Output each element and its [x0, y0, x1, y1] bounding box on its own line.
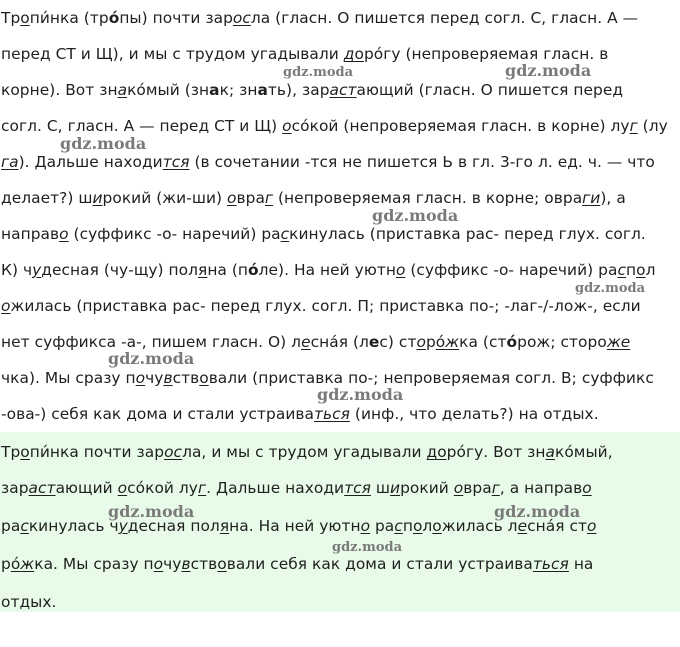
marked-letters: о [587, 517, 597, 535]
text-run: п [402, 517, 413, 535]
text-line [1, 592, 56, 612]
watermark: gdz.moda [283, 65, 354, 80]
text-run: жилась л [441, 517, 518, 535]
marked-letters: о [59, 225, 69, 243]
text-run: , а направ [499, 479, 583, 497]
text-line [1, 8, 638, 28]
marked-letters: о́ [506, 333, 518, 351]
text-run: (суффикс -о- наречий) ра [405, 261, 618, 279]
marked-letters: аст [329, 81, 357, 99]
text-run: рокий [400, 479, 454, 497]
marked-letters: о [636, 261, 646, 279]
marked-letters: г [264, 189, 274, 207]
marked-letters: и [92, 189, 103, 207]
marked-letters: же [606, 333, 631, 351]
watermark: gdz.moda [372, 206, 459, 225]
watermark: gdz.moda [108, 349, 195, 368]
marked-letters: у [32, 261, 42, 279]
text-run: сна́я ст [527, 517, 587, 535]
text-run: ла, и мы с трудом угадывали [182, 443, 427, 461]
text-run: ро́гу. Вот зн [446, 443, 546, 461]
text-run: корне). Вот зн [1, 81, 118, 99]
marked-letters: г [629, 117, 638, 135]
marked-letters: о [135, 369, 146, 387]
text-run: Тр [1, 443, 21, 461]
marked-letters: тся [344, 479, 371, 497]
marked-letters: а [209, 81, 220, 99]
watermark: gdz.moda [494, 502, 581, 521]
marked-letters: ться [532, 555, 569, 573]
marked-letters: в [163, 369, 173, 387]
marked-letters: е [301, 333, 311, 351]
text-line [1, 368, 654, 388]
text-run: кинулась (приставка рас- перед глух. согл. [289, 225, 646, 243]
marked-letters: е [368, 333, 380, 351]
marked-letters: о [153, 555, 164, 573]
marked-letters: а [545, 443, 555, 461]
marked-letters: о [582, 479, 592, 497]
text-run: чка). Мы сразу п [1, 369, 136, 387]
text-run: чу [163, 555, 182, 573]
text-run: ко́мый (зн [127, 81, 210, 99]
marked-letters: о [20, 443, 30, 461]
text-run: ко́мый, [554, 443, 613, 461]
text-run: пи́нка (тр [29, 9, 109, 27]
text-run: перед СТ и Щ), и мы с трудом угадывали [1, 45, 344, 63]
text-line [1, 116, 668, 136]
text-line [1, 224, 646, 244]
text-line [1, 554, 593, 574]
text-line [1, 44, 608, 64]
watermark: gdz.moda [317, 385, 404, 404]
marked-letters: о́ [435, 333, 446, 351]
text-line [1, 478, 592, 498]
marked-letters: о [395, 261, 406, 279]
text-run: на. На ней уютн [229, 517, 361, 535]
marked-letters: о́ [248, 261, 259, 279]
marked-letters: д [343, 45, 355, 63]
marked-letters: с [617, 261, 626, 279]
text-run: -ова-) себя как дома и стали устраива [1, 405, 314, 423]
text-run: ле). На ней уютн [258, 261, 396, 279]
text-run: со́кой лу [127, 479, 198, 497]
marked-letters: ж [445, 333, 460, 351]
marked-letters: е [517, 517, 528, 535]
text-run: вра [463, 479, 492, 497]
marked-letters: тся [162, 153, 190, 171]
watermark: gdz.moda [108, 502, 195, 521]
text-line [1, 404, 599, 424]
text-run: (в сочетании -тся не пишется Ь в гл. 3-го л. ед. ч. — что [189, 153, 655, 171]
text-run: кинулась ч [28, 517, 119, 535]
marked-letters: а [257, 81, 268, 99]
watermark: gdz.moda [505, 61, 592, 80]
marked-letters: и [390, 479, 401, 497]
text-run: на [568, 555, 594, 573]
marked-letters: о [282, 117, 292, 135]
text-line [1, 188, 626, 208]
marked-letters: с [394, 517, 403, 535]
text-run: ающий [55, 479, 118, 497]
text-run: л [422, 517, 433, 535]
text-line [1, 296, 641, 316]
text-run: ка. Мы сразу п [34, 555, 154, 573]
text-run: отдых. [1, 593, 57, 611]
text-run: жилась (приставка рас- перед глух. согл. П; приставка по-; -лаг-/-лож-, если [10, 297, 641, 315]
text-run: десная пол [127, 517, 220, 535]
text-run: ). Дальше находи [18, 153, 163, 171]
text-run: л [645, 261, 656, 279]
marked-letters: ться [313, 405, 350, 423]
marked-letters: у [118, 517, 128, 535]
marked-letters: о [354, 45, 364, 63]
marked-letters: о [412, 517, 423, 535]
text-run: сна́я (л [310, 333, 369, 351]
text-run: п [625, 261, 637, 279]
text-run: ра [370, 517, 395, 535]
text-run: рож; сторо [517, 333, 607, 351]
marked-letters: ос [164, 443, 183, 461]
marked-letters: я [198, 261, 208, 279]
text-run: ра [1, 517, 21, 535]
marked-letters: о [117, 479, 128, 497]
text-run: чу [145, 369, 164, 387]
text-run: (инф., что делать?) на отдых. [349, 405, 599, 423]
text-line [1, 152, 655, 172]
text-run: ств [190, 555, 218, 573]
text-run: (лу [637, 117, 668, 135]
text-run: ш [370, 479, 391, 497]
marked-letters: г [491, 479, 500, 497]
marked-letters: г [197, 479, 207, 497]
text-run: ающий (гласн. О пишется перед [356, 81, 624, 99]
text-run: с) ст [379, 333, 417, 351]
marked-letters: о [1, 297, 11, 315]
watermark: gdz.moda [575, 281, 646, 296]
text-run: делает?) ш [1, 189, 93, 207]
marked-letters: ги [582, 189, 601, 207]
text-run: К) ч [1, 261, 33, 279]
text-run: вали (приставка по-; непроверяемая согл. В; суффикс [208, 369, 654, 387]
marked-letters: ос [232, 9, 251, 27]
text-run: (непроверяемая гласн. в корне; овра [273, 189, 583, 207]
text-run: нет суффикса -а-, пишем гласн. О) л [1, 333, 302, 351]
marked-letters: о [360, 517, 371, 535]
marked-letters: о [416, 333, 426, 351]
marked-letters: о [437, 443, 447, 461]
text-run: направ [1, 225, 60, 243]
text-run: на (п [207, 261, 249, 279]
text-run: р [425, 333, 436, 351]
marked-letters: о [217, 555, 227, 573]
final-text-highlight [0, 432, 680, 612]
marked-letters: о [453, 479, 464, 497]
text-line [1, 332, 630, 352]
marked-letters: д [426, 443, 438, 461]
marked-letters: с [280, 225, 290, 243]
marked-letters: о́ [108, 9, 120, 27]
watermark: gdz.moda [60, 134, 147, 153]
text-run: рокий (жи-ши) [102, 189, 228, 207]
marked-letters: о́ [10, 555, 21, 573]
text-run: ка (ст [459, 333, 507, 351]
text-run: ств [172, 369, 200, 387]
text-run: десная (чу-щу) пол [41, 261, 198, 279]
text-run: ла (гласн. О пишется перед согл. С, гласн. А — [250, 9, 639, 27]
text-run: вали себя как дома и стали устраива [226, 555, 533, 573]
marked-letters: я [219, 517, 230, 535]
text-line [1, 442, 613, 462]
text-run: ), а [600, 189, 626, 207]
text-line [1, 80, 623, 100]
text-line [1, 516, 596, 536]
marked-letters: о [227, 189, 237, 207]
marked-letters: о [20, 9, 30, 27]
text-run: к; зн [219, 81, 258, 99]
watermark: gdz.moda [332, 540, 403, 555]
marked-letters: в [181, 555, 191, 573]
marked-letters: с [20, 517, 29, 535]
text-run: (суффикс -о- наречий) ра [68, 225, 281, 243]
text-run: пи́нка почти зар [29, 443, 165, 461]
marked-letters: аст [28, 479, 56, 497]
text-run: со́кой (непроверяемая гласн. в корне) лу [291, 117, 630, 135]
marked-letters: га [1, 153, 19, 171]
text-run: ть), зар [267, 81, 330, 99]
text-run: . Дальше находи [206, 479, 345, 497]
text-run: вра [236, 189, 265, 207]
marked-letters: ж [20, 555, 35, 573]
text-line [1, 260, 655, 280]
text-run: согл. С, гласн. А — перед СТ и Щ) [1, 117, 283, 135]
text-run: р [1, 555, 11, 573]
text-run: пы) почти зар [119, 9, 233, 27]
marked-letters: а [117, 81, 128, 99]
text-run: ро́гу (непроверяемая гласн. в [363, 45, 609, 63]
marked-letters: о [199, 369, 209, 387]
marked-letters: о [432, 517, 442, 535]
text-run: зар [1, 479, 29, 497]
text-run: Тр [1, 9, 21, 27]
